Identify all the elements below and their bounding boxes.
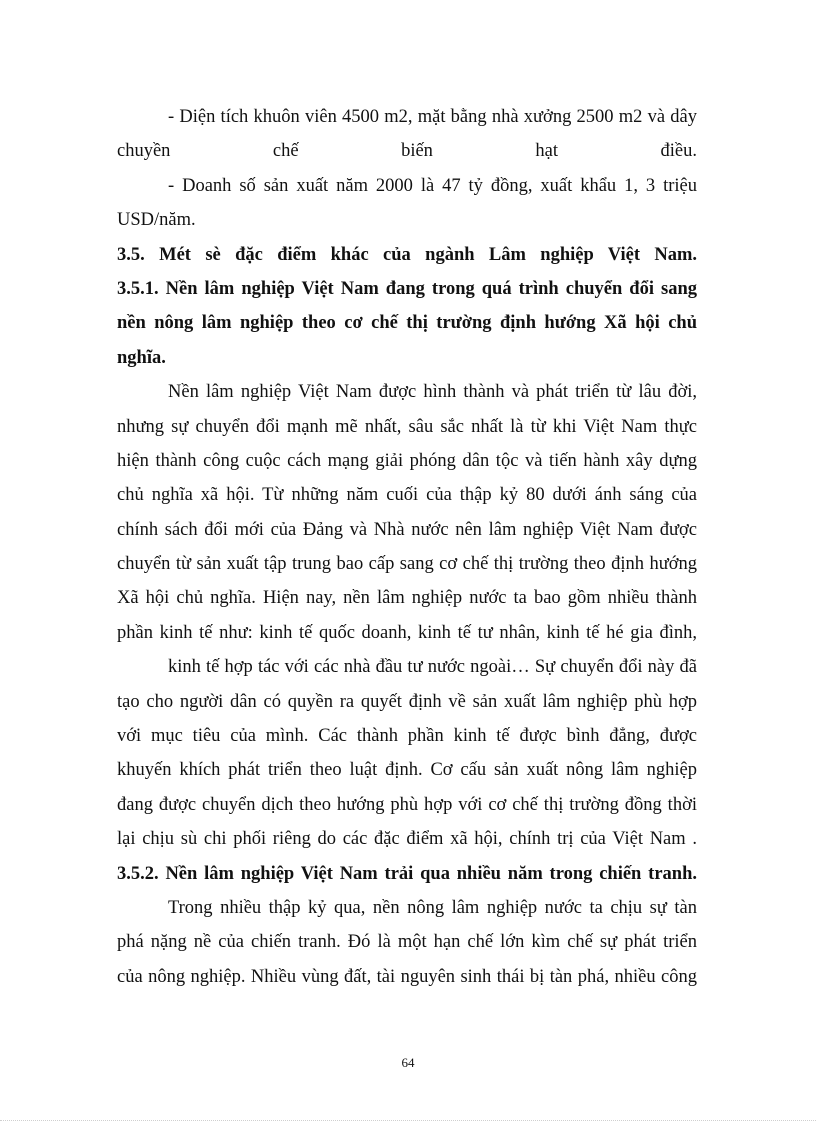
justified-line (117, 134, 697, 168)
subsection-heading: nền nông lâm nghiệp theo cơ chế thị trường định hướng Xã hội chủ (117, 313, 697, 334)
text-line: nhưng sự chuyển đổi mạnh mẽ nhất, sâu sắc nhất là từ khi Việt Nam thực (117, 416, 697, 437)
page-number: 64 (401, 1055, 415, 1070)
subsection-heading: 3.5.1. Nền lâm nghiệp Việt Nam đang trong quá trình chuyển đổi sang (117, 278, 697, 299)
text-line: đang được chuyển dịch theo hướng phù hợp với cơ chế thị trường đồng thời (117, 794, 697, 815)
section-heading: 3.5. Mét sè đặc điểm khác của ngành Lâm nghiệp Việt Nam. (117, 244, 697, 265)
text-line: của nông nghiệp. Nhiều vùng đất, tài nguyên sinh thái bị tàn phá, nhiều công (117, 966, 697, 987)
subsection-heading: nghĩa. (117, 347, 166, 368)
text-line: chính sách đổi mới của Đảng và Nhà nước nên lâm nghiệp Việt Nam được (117, 519, 697, 540)
text-line: Trong nhiều thập kỷ qua, nền nông lâm nghiệp nước ta chịu sự tàn (168, 897, 697, 918)
page-border (0, 1120, 816, 1121)
word: biến (401, 141, 433, 162)
text-line: - Doanh số sản xuất năm 2000 là 47 tỷ đồng, xuất khẩu 1, 3 triệu (168, 175, 697, 196)
document-body (117, 100, 697, 994)
subsection-heading: 3.5.2. Nền lâm nghiệp Việt Nam trải qua nhiều năm trong chiến tranh. (117, 863, 697, 884)
text-line: USD/năm. (117, 210, 196, 231)
text-line: chủ nghĩa xã hội. Từ những năm cuối của thập kỷ 80 dưới ánh sáng của (117, 485, 697, 506)
text-line: - Diện tích khuôn viên 4500 m2, mặt bằng nhà xưởng 2500 m2 và dây (168, 107, 697, 127)
text-line: khuyến khích phát triển theo luật định. Cơ cấu sản xuất nông lâm nghiệp (117, 760, 697, 781)
text-line: lại chịu sù chi phối riêng do các đặc điểm xã hội, chính trị của Việt Nam . (117, 829, 697, 850)
text-line: phần kinh tế như: kinh tế quốc doanh, kinh tế tư nhân, kinh tế hé gia đình, (117, 622, 697, 643)
text-line: chuyển từ sản xuất tập trung bao cấp sang cơ chế thị trường theo định hướng (117, 554, 697, 575)
text-line: hiện thành công cuộc cách mạng giải phóng dân tộc và tiến hành xây dựng (117, 450, 697, 471)
text-line: phá nặng nề của chiến tranh. Đó là một hạn chế lớn kìm chế sự phát triển (117, 932, 697, 953)
word: điều. (660, 141, 697, 162)
word: chuyền (117, 141, 171, 162)
text-line: Xã hội chủ nghĩa. Hiện nay, nền lâm nghiệp nước ta bao gồm nhiều thành (117, 588, 697, 609)
text-line: với mục tiêu của mình. Các thành phần kinh tế được bình đẳng, được (117, 726, 697, 747)
text-line: Nền lâm nghiệp Việt Nam được hình thành và phát triển từ lâu đời, (168, 382, 697, 403)
text-line: tạo cho người dân có quyền ra quyết định về sản xuất lâm nghiệp phù hợp (117, 691, 697, 712)
word: chế (272, 141, 299, 162)
text-line: kinh tế hợp tác với các nhà đầu tư nước ngoài… Sự chuyển đổi này đã (168, 657, 697, 678)
word: hạt (535, 141, 558, 162)
